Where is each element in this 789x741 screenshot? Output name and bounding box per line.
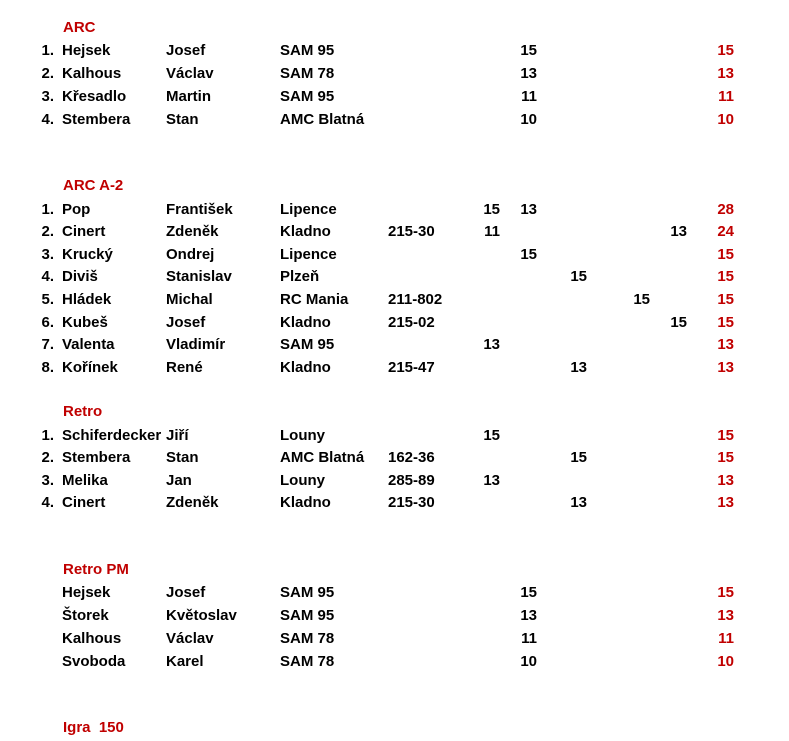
- last-name-cell: Cinert: [62, 223, 106, 240]
- club-cell: SAM 95: [280, 336, 335, 353]
- club-cell: AMC Blatná: [280, 111, 365, 128]
- total-score: 15: [717, 246, 734, 263]
- club-cell: Lipence: [280, 201, 337, 218]
- table-row: [0, 425, 789, 447]
- rank-cell: 1.: [41, 427, 54, 444]
- first-name-cell: Květoslav: [166, 607, 237, 624]
- round-1-score: 13: [483, 336, 500, 353]
- total-score: 13: [717, 336, 734, 353]
- last-name-cell: Hejsek: [62, 42, 111, 59]
- model-code-cell: 215-47: [388, 359, 435, 376]
- first-name-cell: Václav: [166, 65, 214, 82]
- last-name-cell: Pop: [62, 201, 91, 218]
- model-code-cell: 215-02: [388, 314, 435, 331]
- rank-cell: 1.: [41, 201, 54, 218]
- table-row: [0, 582, 789, 604]
- rank-cell: 3.: [41, 246, 54, 263]
- club-cell: SAM 78: [280, 65, 335, 82]
- last-name-cell: Křesadlo: [62, 88, 127, 105]
- total-score: 13: [717, 65, 734, 82]
- first-name-cell: Václav: [166, 630, 214, 647]
- round-2-score: 15: [520, 246, 537, 263]
- table-row: [0, 492, 789, 514]
- last-name-cell: Hládek: [62, 291, 112, 308]
- total-score: 15: [717, 584, 734, 601]
- total-score: 11: [718, 88, 734, 105]
- first-name-cell: Josef: [166, 42, 206, 59]
- rank-cell: 8.: [41, 359, 54, 376]
- round-2-score: 13: [520, 65, 537, 82]
- total-score: 13: [717, 359, 734, 376]
- club-cell: Kladno: [280, 223, 331, 240]
- rank-cell: 2.: [41, 449, 54, 466]
- last-name-cell: Kořínek: [62, 359, 118, 376]
- last-name-cell: Svoboda: [62, 653, 126, 670]
- club-cell: Lipence: [280, 246, 337, 263]
- first-name-cell: Ondrej: [166, 246, 215, 263]
- round-3-score: 13: [570, 494, 587, 511]
- table-row: [0, 40, 789, 62]
- rank-cell: 2.: [41, 65, 54, 82]
- first-name-cell: Zdeněk: [166, 223, 219, 240]
- rank-cell: 2.: [41, 223, 54, 240]
- total-score: 15: [717, 314, 734, 331]
- first-name-cell: Jan: [166, 472, 192, 489]
- first-name-cell: Zdeněk: [166, 494, 219, 511]
- round-2-score: 13: [520, 201, 537, 218]
- round-2-score: 11: [521, 88, 537, 105]
- rank-cell: 5.: [41, 291, 54, 308]
- table-row: [0, 221, 789, 243]
- round-2-score: 11: [521, 630, 537, 647]
- club-cell: Kladno: [280, 314, 331, 331]
- round-2-score: 13: [520, 607, 537, 624]
- section-title: Igra 150: [63, 719, 124, 736]
- model-code-cell: 162-36: [388, 449, 435, 466]
- section-title: Retro PM: [63, 561, 129, 578]
- round-2-score: 15: [520, 584, 537, 601]
- table-row: [0, 605, 789, 627]
- round-5-score: 13: [670, 223, 687, 240]
- total-score: 13: [717, 494, 734, 511]
- rank-cell: 3.: [41, 88, 54, 105]
- club-cell: SAM 95: [280, 607, 335, 624]
- table-row: [0, 266, 789, 288]
- total-score: 24: [717, 223, 734, 240]
- last-name-cell: Štorek: [62, 607, 109, 624]
- last-name-cell: Valenta: [62, 336, 115, 353]
- model-code-cell: 211-802: [388, 291, 443, 308]
- first-name-cell: Michal: [166, 291, 213, 308]
- round-4-score: 15: [633, 291, 650, 308]
- club-cell: Louny: [280, 472, 325, 489]
- round-5-score: 15: [670, 314, 687, 331]
- first-name-cell: František: [166, 201, 233, 218]
- table-row: [0, 651, 789, 673]
- rank-cell: 1.: [41, 42, 54, 59]
- total-score: 13: [717, 472, 734, 489]
- first-name-cell: Stan: [166, 449, 199, 466]
- total-score: 11: [718, 630, 734, 647]
- section-title: ARC: [63, 19, 96, 36]
- model-code-cell: 215-30: [388, 494, 435, 511]
- table-row: [0, 628, 789, 650]
- last-name-cell: Schiferdecker: [62, 427, 162, 444]
- first-name-cell: Stan: [166, 111, 199, 128]
- last-name-cell: Diviš: [62, 268, 98, 285]
- first-name-cell: Stanislav: [166, 268, 232, 285]
- last-name-cell: Hejsek: [62, 584, 111, 601]
- last-name-cell: Stembera: [62, 111, 131, 128]
- round-1-score: 13: [483, 472, 500, 489]
- round-1-score: 11: [484, 223, 500, 240]
- club-cell: SAM 95: [280, 584, 335, 601]
- round-1-score: 15: [483, 427, 500, 444]
- club-cell: Plzeň: [280, 268, 320, 285]
- last-name-cell: Krucký: [62, 246, 113, 263]
- club-cell: SAM 78: [280, 653, 335, 670]
- total-score: 13: [717, 607, 734, 624]
- last-name-cell: Kalhous: [62, 65, 122, 82]
- rank-cell: 4.: [41, 268, 54, 285]
- round-2-score: 10: [520, 653, 537, 670]
- table-row: [0, 109, 789, 131]
- table-row: [0, 334, 789, 356]
- last-name-cell: Stembera: [62, 449, 131, 466]
- rank-cell: 4.: [41, 494, 54, 511]
- total-score: 15: [717, 449, 734, 466]
- rank-cell: 7.: [41, 336, 54, 353]
- round-1-score: 15: [483, 201, 500, 218]
- round-2-score: 10: [520, 111, 537, 128]
- table-row: [0, 470, 789, 492]
- total-score: 15: [717, 42, 734, 59]
- model-code-cell: 215-30: [388, 223, 435, 240]
- first-name-cell: Josef: [166, 584, 206, 601]
- table-row: [0, 312, 789, 334]
- rank-cell: 3.: [41, 472, 54, 489]
- round-3-score: 13: [570, 359, 587, 376]
- club-cell: Louny: [280, 427, 325, 444]
- last-name-cell: Cinert: [62, 494, 106, 511]
- total-score: 28: [717, 201, 734, 218]
- last-name-cell: Kalhous: [62, 630, 122, 647]
- rank-cell: 6.: [41, 314, 54, 331]
- first-name-cell: Vladimír: [166, 336, 226, 353]
- total-score: 15: [717, 291, 734, 308]
- table-row: [0, 244, 789, 266]
- total-score: 15: [717, 427, 734, 444]
- first-name-cell: René: [166, 359, 203, 376]
- first-name-cell: Jiří: [166, 427, 189, 444]
- round-2-score: 15: [520, 42, 537, 59]
- section-title: ARC A-2: [63, 177, 124, 194]
- club-cell: SAM 95: [280, 42, 335, 59]
- club-cell: Kladno: [280, 494, 331, 511]
- first-name-cell: Karel: [166, 653, 204, 670]
- total-score: 10: [717, 653, 734, 670]
- table-row: [0, 447, 789, 469]
- first-name-cell: Josef: [166, 314, 206, 331]
- round-3-score: 15: [570, 449, 587, 466]
- rank-cell: 4.: [41, 111, 54, 128]
- club-cell: SAM 78: [280, 630, 335, 647]
- model-code-cell: 285-89: [388, 472, 435, 489]
- table-row: [0, 357, 789, 379]
- total-score: 15: [717, 268, 734, 285]
- total-score: 10: [717, 111, 734, 128]
- club-cell: SAM 95: [280, 88, 335, 105]
- table-row: [0, 199, 789, 221]
- club-cell: RC Mania: [280, 291, 349, 308]
- section-title: Retro: [63, 403, 103, 420]
- table-row: [0, 86, 789, 108]
- last-name-cell: Melika: [62, 472, 108, 489]
- club-cell: Kladno: [280, 359, 331, 376]
- club-cell: AMC Blatná: [280, 449, 365, 466]
- first-name-cell: Martin: [166, 88, 211, 105]
- round-3-score: 15: [570, 268, 587, 285]
- last-name-cell: Kubeš: [62, 314, 108, 331]
- table-row: [0, 289, 789, 311]
- table-row: [0, 63, 789, 85]
